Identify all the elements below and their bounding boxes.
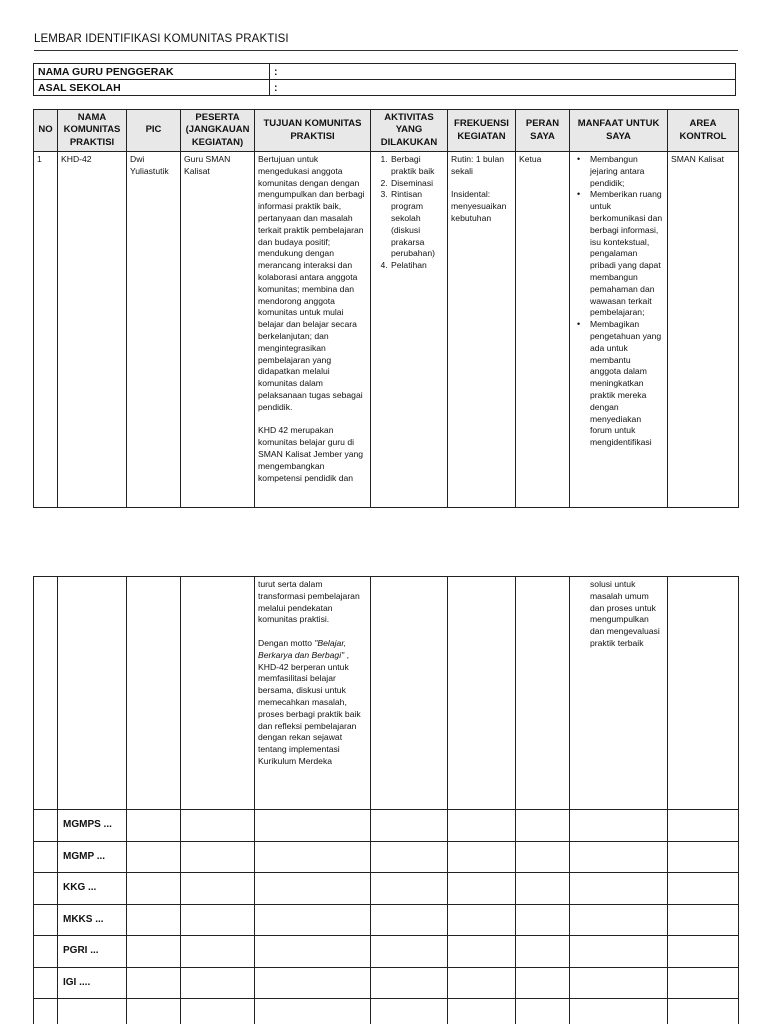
tujuan-motto-suffix: , KHD-42 berperan untuk memfasilitasi belajar bersama, diskusi untuk memecahkan masalah, proses berbagi praktik baik dan refleksi pembelajaran dengan rekan sejawat tentang implementasi Kurikulum Merdeka bbox=[258, 649, 361, 766]
list-item: • Membangun jejaring antara pendidik; bbox=[590, 154, 664, 189]
tujuan-paragraph-2: KHD 42 merupakan komunitas belajar guru di SMAN Kalisat Jember yang mengembangkan kompetensi pendidik dan bbox=[258, 425, 364, 483]
group-name-cell: KKG ... bbox=[58, 873, 127, 905]
table-row bbox=[34, 841, 739, 873]
header-pic: PIC bbox=[127, 110, 181, 152]
list-item: • Memberikan ruang untuk berkomunikasi dan berbagi informasi, isu kontekstual, pengalaman pribadi yang dapat membangun pemahaman dan wawasan terkait pembelajaran; bbox=[590, 189, 664, 319]
cell-tujuan-continued bbox=[255, 577, 371, 810]
identity-row bbox=[34, 80, 736, 96]
header-peran: PERAN SAYA bbox=[516, 110, 570, 152]
group-name-cell: MGMP ... bbox=[58, 841, 127, 873]
table-row bbox=[34, 904, 739, 936]
cell-nama: KHD-42 bbox=[58, 152, 127, 508]
cell-tujuan bbox=[255, 152, 371, 508]
list-item: 3. Rintisan program sekolah (diskusi prakarsa perubahan) bbox=[390, 189, 444, 260]
table-row bbox=[34, 967, 739, 999]
guru-name-label: NAMA GURU PENGGERAK bbox=[34, 64, 270, 80]
header-nama: NAMA KOMUNITAS PRAKTISI bbox=[58, 110, 127, 152]
guru-name-value[interactable]: : bbox=[270, 64, 736, 80]
cell-manfaat bbox=[570, 152, 668, 508]
header-area: AREA KONTROL bbox=[668, 110, 739, 152]
frekuensi-insidental: Insidental: menyesuaikan kebutuhan bbox=[451, 189, 507, 223]
table-row bbox=[34, 873, 739, 905]
tujuan-motto-prefix: Dengan motto bbox=[258, 637, 315, 648]
list-item: 2. Diseminasi bbox=[390, 178, 444, 190]
group-name-cell: MKKS ... bbox=[58, 904, 127, 936]
identity-table bbox=[33, 63, 736, 96]
tujuan-motto: "Belajar, Berkarya dan Berbagi" bbox=[258, 637, 347, 660]
manfaat-list bbox=[573, 154, 664, 449]
tujuan-paragraph-1: Bertujuan untuk mengedukasi anggota komunitas dengan dengan mengumpulkan dan berbagi informasi praktik baik, pertanyaan dan masalah terkait praktik pembelajaran dan budaya positif; mendukung dengan merancang interaksi dan kolaborasi antara anggota komunitas; membina dan mendorong anggota komunitas untuk mulai belajar dan belajar secara berkelanjutan; dan mengintegrasikan pembelajaran yang didapatkan melalui komunitas dalam pelaksanaan tugas sebagai pendidik. bbox=[258, 154, 365, 412]
header-aktivitas: AKTIVITAS YANG DILAKUKAN bbox=[371, 110, 448, 152]
group-name-cell: MGMPS ... bbox=[58, 810, 127, 842]
manfaat-continued-text: solusi untuk masalah umum dan proses untuk mengumpulkan dan mengevaluasi praktik terbaik bbox=[590, 579, 660, 648]
header-peserta: PESERTA (JANGKAUAN KEGIATAN) bbox=[181, 110, 255, 152]
document-title: LEMBAR IDENTIFIKASI KOMUNITAS PRAKTISI bbox=[34, 33, 738, 51]
cell-area: SMAN Kalisat bbox=[668, 152, 739, 508]
list-item: • Membagikan pengetahuan yang ada untuk membantu anggota dalam meningkatkan praktik mereka dengan menyediakan forum untuk mengidentifikasi bbox=[590, 319, 664, 449]
header-no: NO bbox=[34, 110, 58, 152]
header-manfaat: MANFAAT UNTUK SAYA bbox=[570, 110, 668, 152]
frekuensi-rutin: Rutin: 1 bulan sekali bbox=[451, 154, 505, 176]
school-label: ASAL SEKOLAH bbox=[34, 80, 270, 96]
header-row bbox=[34, 110, 739, 152]
aktivitas-list bbox=[374, 154, 444, 272]
cell-frekuensi bbox=[448, 152, 516, 508]
table-row bbox=[34, 152, 739, 508]
cell-aktivitas bbox=[371, 152, 448, 508]
community-table-continued bbox=[33, 576, 739, 1024]
cell-pic: Dwi Yuliastutik bbox=[127, 152, 181, 508]
cell-manfaat-continued bbox=[570, 577, 668, 810]
tujuan-continued-paragraph-1: turut serta dalam transformasi pembelajaran melalui pendekatan komunitas praktisi. bbox=[258, 579, 360, 625]
list-item: 1. Berbagi praktik baik bbox=[390, 154, 444, 178]
cell-peserta: Guru SMAN Kalisat bbox=[181, 152, 255, 508]
list-item: 4. Pelatihan bbox=[390, 260, 444, 272]
table-row bbox=[34, 936, 739, 968]
table-row bbox=[34, 577, 739, 810]
table-row bbox=[34, 810, 739, 842]
group-name-cell: IGI .... bbox=[58, 967, 127, 999]
table-row bbox=[34, 999, 739, 1024]
group-name-cell bbox=[58, 999, 127, 1024]
school-value[interactable]: : bbox=[270, 80, 736, 96]
identity-row bbox=[34, 64, 736, 80]
group-name-cell: PGRI ... bbox=[58, 936, 127, 968]
header-tujuan: TUJUAN KOMUNITAS PRAKTISI bbox=[255, 110, 371, 152]
header-frekuensi: FREKUENSI KEGIATAN bbox=[448, 110, 516, 152]
cell-peran: Ketua bbox=[516, 152, 570, 508]
cell-no: 1 bbox=[34, 152, 58, 508]
community-table bbox=[33, 109, 739, 508]
